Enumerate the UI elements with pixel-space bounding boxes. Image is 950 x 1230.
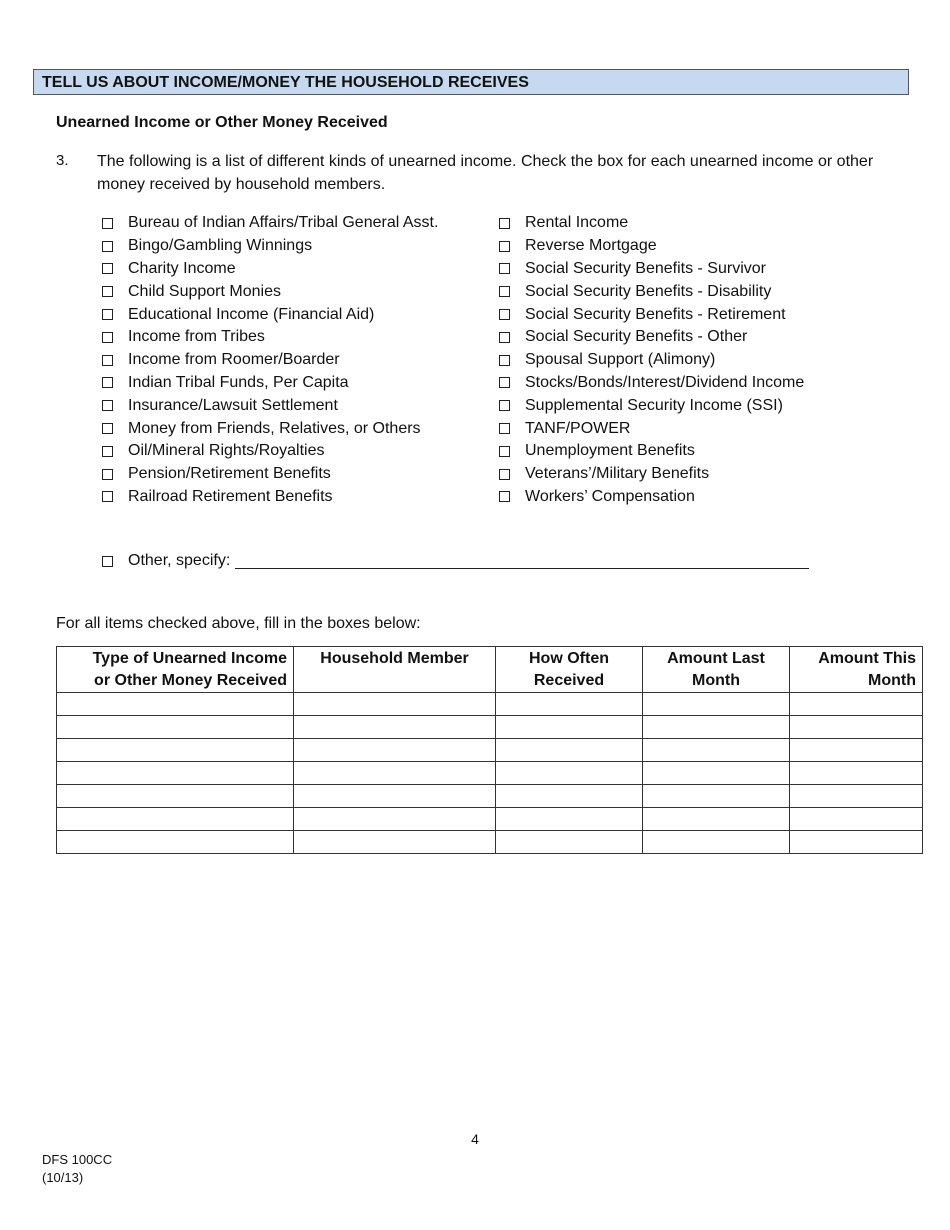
- income-type-item[interactable]: [102, 235, 438, 258]
- header-how-often: How Often Received: [496, 647, 643, 693]
- checkbox[interactable]: [499, 400, 510, 411]
- checkbox[interactable]: [102, 263, 113, 274]
- income-type-label: Bingo/Gambling Winnings: [128, 237, 313, 255]
- amount-this-cell[interactable]: [790, 785, 923, 808]
- income-type-item[interactable]: [102, 394, 438, 417]
- amount-last-cell[interactable]: [643, 808, 790, 831]
- income-type-label: Charity Income: [128, 259, 236, 277]
- income-type-item[interactable]: [499, 280, 804, 303]
- checkbox[interactable]: [499, 263, 510, 274]
- checkbox[interactable]: [499, 469, 510, 480]
- table-row: [57, 739, 923, 762]
- income-type-item[interactable]: [102, 349, 438, 372]
- type-cell[interactable]: [57, 785, 294, 808]
- amount-last-cell[interactable]: [643, 762, 790, 785]
- amount-this-cell[interactable]: [790, 831, 923, 854]
- income-type-item[interactable]: [499, 326, 804, 349]
- income-type-label: Child Support Monies: [128, 282, 281, 300]
- income-type-item[interactable]: [499, 486, 804, 509]
- income-type-item[interactable]: [499, 440, 804, 463]
- income-type-item[interactable]: [102, 258, 438, 281]
- type-cell[interactable]: [57, 762, 294, 785]
- checkbox[interactable]: [499, 286, 510, 297]
- income-type-label: Reverse Mortgage: [525, 237, 657, 255]
- income-type-label: Social Security Benefits - Retirement: [525, 305, 786, 323]
- checkbox[interactable]: [499, 332, 510, 343]
- how-often-cell[interactable]: [496, 785, 643, 808]
- income-type-item[interactable]: [499, 235, 804, 258]
- amount-last-cell[interactable]: [643, 739, 790, 762]
- type-cell[interactable]: [57, 716, 294, 739]
- unearned-income-table: [56, 646, 923, 854]
- how-often-cell[interactable]: [496, 808, 643, 831]
- other-specify-row: [102, 552, 809, 570]
- how-often-cell[interactable]: [496, 831, 643, 854]
- checkbox[interactable]: [102, 332, 113, 343]
- income-checklist-left: [102, 212, 438, 508]
- amount-last-cell[interactable]: [643, 716, 790, 739]
- income-type-item[interactable]: [499, 258, 804, 281]
- header-member: Household Member: [294, 647, 496, 693]
- form-number: DFS 100CC: [42, 1152, 113, 1167]
- checkbox[interactable]: [499, 491, 510, 502]
- income-type-item[interactable]: [499, 463, 804, 486]
- income-type-label: Money from Friends, Relatives, or Others: [128, 419, 421, 437]
- income-type-label: Income from Roomer/Boarder: [128, 351, 340, 369]
- income-type-label: Rental Income: [525, 214, 629, 232]
- how-often-cell[interactable]: [496, 693, 643, 716]
- table-instruction: For all items checked above, fill in the boxes below:: [56, 615, 421, 632]
- income-type-label: Supplemental Security Income (SSI): [525, 396, 783, 414]
- checkbox[interactable]: [102, 469, 113, 480]
- income-type-item[interactable]: [102, 463, 438, 486]
- checkbox[interactable]: [102, 286, 113, 297]
- income-type-label: Social Security Benefits - Other: [525, 328, 748, 346]
- checkbox[interactable]: [102, 400, 113, 411]
- checkbox[interactable]: [102, 241, 113, 252]
- how-often-cell[interactable]: [496, 739, 643, 762]
- checkbox[interactable]: [102, 377, 113, 388]
- page-number: 4: [471, 1131, 479, 1147]
- income-type-label: Spousal Support (Alimony): [525, 351, 716, 369]
- income-type-item[interactable]: [102, 440, 438, 463]
- amount-this-cell[interactable]: [790, 693, 923, 716]
- checkbox[interactable]: [499, 355, 510, 366]
- checkbox[interactable]: [499, 446, 510, 457]
- income-type-label: Income from Tribes: [128, 328, 265, 346]
- question-text: The following is a list of different kinds of unearned income. Check the box for each unearned income or other money received by household members.: [97, 153, 874, 193]
- income-type-label: Pension/Retirement Benefits: [128, 465, 331, 483]
- income-type-item[interactable]: [102, 303, 438, 326]
- income-type-label: Bureau of Indian Affairs/Tribal General Asst.: [128, 214, 439, 232]
- income-type-label: Stocks/Bonds/Interest/Dividend Income: [525, 373, 805, 391]
- income-type-item[interactable]: [102, 486, 438, 509]
- other-label: Other, specify:: [128, 552, 231, 569]
- income-type-label: Social Security Benefits - Survivor: [525, 259, 766, 277]
- member-cell[interactable]: [294, 693, 496, 716]
- member-cell[interactable]: [294, 762, 496, 785]
- amount-this-cell[interactable]: [790, 808, 923, 831]
- checkbox[interactable]: [499, 377, 510, 388]
- table-row: [57, 762, 923, 785]
- amount-last-cell[interactable]: [643, 693, 790, 716]
- income-type-item[interactable]: [102, 280, 438, 303]
- amount-this-cell[interactable]: [790, 739, 923, 762]
- header-amount-this-month: Amount This Month: [790, 647, 923, 693]
- table-row: [57, 831, 923, 854]
- form-date: (10/13): [42, 1170, 84, 1185]
- income-type-item[interactable]: [499, 372, 804, 395]
- how-often-cell[interactable]: [496, 716, 643, 739]
- table-row: [57, 693, 923, 716]
- form-id: [42, 1151, 112, 1187]
- income-type-item[interactable]: [102, 372, 438, 395]
- table-row: [57, 808, 923, 831]
- checkbox[interactable]: [102, 446, 113, 457]
- member-cell[interactable]: [294, 808, 496, 831]
- type-cell[interactable]: [57, 831, 294, 854]
- income-type-label: Indian Tribal Funds, Per Capita: [128, 373, 349, 391]
- checkbox[interactable]: [102, 491, 113, 502]
- income-type-label: Insurance/Lawsuit Settlement: [128, 396, 338, 414]
- income-type-label: Workers’ Compensation: [525, 487, 695, 505]
- amount-last-cell[interactable]: [643, 831, 790, 854]
- checkbox[interactable]: [499, 309, 510, 320]
- checkbox[interactable]: [102, 309, 113, 320]
- income-type-label: Educational Income (Financial Aid): [128, 305, 375, 323]
- checkbox[interactable]: [102, 355, 113, 366]
- type-cell[interactable]: [57, 808, 294, 831]
- table-row: [57, 785, 923, 808]
- checkbox[interactable]: [499, 241, 510, 252]
- how-often-cell[interactable]: [496, 762, 643, 785]
- income-type-label: Railroad Retirement Benefits: [128, 487, 333, 505]
- income-type-item[interactable]: [102, 326, 438, 349]
- income-type-item[interactable]: [499, 349, 804, 372]
- type-cell[interactable]: [57, 739, 294, 762]
- income-type-label: Social Security Benefits - Disability: [525, 282, 772, 300]
- income-type-item[interactable]: [102, 417, 438, 440]
- header-type: Type of Unearned Income or Other Money Received: [57, 647, 294, 693]
- header-amount-last-month: Amount Last Month: [643, 647, 790, 693]
- member-cell[interactable]: [294, 785, 496, 808]
- other-specify-field[interactable]: [235, 554, 809, 569]
- checkbox[interactable]: [499, 423, 510, 434]
- subheading: Unearned Income or Other Money Received: [56, 114, 388, 131]
- table-header-row: [57, 647, 923, 693]
- income-type-item[interactable]: [499, 394, 804, 417]
- type-cell[interactable]: [57, 693, 294, 716]
- amount-last-cell[interactable]: [643, 785, 790, 808]
- member-cell[interactable]: [294, 831, 496, 854]
- amount-this-cell[interactable]: [790, 716, 923, 739]
- income-type-label: TANF/POWER: [525, 419, 631, 437]
- income-checklist-right: [499, 212, 804, 508]
- income-type-label: Veterans’/Military Benefits: [525, 465, 710, 483]
- question-number: 3.: [56, 152, 69, 169]
- income-type-item[interactable]: [102, 212, 438, 235]
- income-type-item[interactable]: [499, 417, 804, 440]
- member-cell[interactable]: [294, 716, 496, 739]
- income-type-item[interactable]: [499, 212, 804, 235]
- income-type-label: Oil/Mineral Rights/Royalties: [128, 442, 325, 460]
- section-header: TELL US ABOUT INCOME/MONEY THE HOUSEHOLD RECEIVES: [33, 69, 909, 95]
- other-checkbox[interactable]: [102, 556, 113, 567]
- checkbox[interactable]: [499, 218, 510, 229]
- checkbox[interactable]: [102, 423, 113, 434]
- table-row: [57, 716, 923, 739]
- amount-this-cell[interactable]: [790, 762, 923, 785]
- income-type-label: Unemployment Benefits: [525, 442, 695, 460]
- member-cell[interactable]: [294, 739, 496, 762]
- checkbox[interactable]: [102, 218, 113, 229]
- income-type-item[interactable]: [499, 303, 804, 326]
